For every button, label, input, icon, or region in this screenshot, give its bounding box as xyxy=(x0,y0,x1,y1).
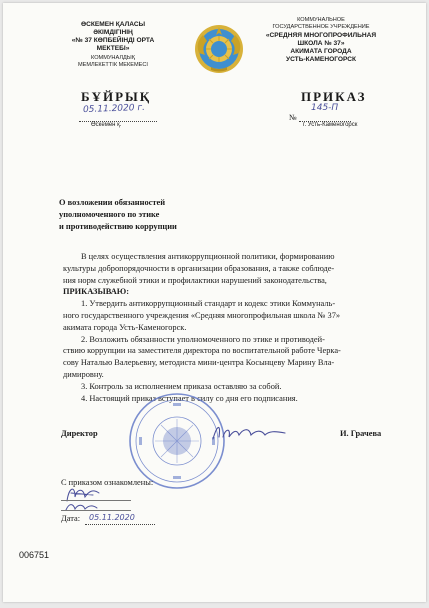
subject-line: О возложении обязанностей xyxy=(59,198,166,207)
body-line: сову Наталью Валерьевну, методиста мини-центра Косынцеву Марину Вла- xyxy=(63,358,335,368)
body-line: 2. Возложить обязанности уполномоченного по этике и противодей- xyxy=(81,334,325,344)
director-signature-icon xyxy=(209,419,289,445)
acknowledgement-signature-icon xyxy=(63,501,99,513)
header-right-small-line: ГОСУДАРСТВЕННОЕ УЧРЕЖДЕНИЕ xyxy=(272,23,370,30)
body-line: 4. Настоящий приказ вступает в силу со дня его подписания. xyxy=(81,393,298,403)
header-right-line: «СРЕДНЯЯ МНОГОПРОФИЛЬНАЯ xyxy=(265,32,377,39)
document-page xyxy=(3,3,426,602)
order-directive: ПРИКАЗЫВАЮ: xyxy=(63,287,130,297)
body-line: акимата города Усть-Каменогорск. xyxy=(63,322,187,332)
header-left-line: МЕКТЕБІ» xyxy=(96,45,130,52)
order-body xyxy=(63,251,373,404)
order-number: 145-П xyxy=(311,103,339,113)
body-line: ного государственного учреждения «Средняя многопрофильная школа № 37» xyxy=(63,310,341,320)
header-left-line: «№ 37 КӨПБЕЙІНДІ ОРТА xyxy=(71,37,155,44)
body-line: ствию коррупции на заместителя директора по воспитательной работе Черка- xyxy=(63,346,341,356)
ack-date-label: Дата: xyxy=(61,514,81,523)
ack-date-line xyxy=(85,524,155,525)
body-line: В целях осуществления антикоррупционной политики, формированию xyxy=(81,252,335,261)
header-right-line: ШКОЛА № 37» xyxy=(297,40,345,47)
header-right-line: АКИМАТА ГОРОДА xyxy=(290,48,352,55)
order-title-kazakh: БҰЙРЫҚ xyxy=(81,89,152,104)
header-left-small-line: КОММУНАЛДЫҚ xyxy=(91,55,135,61)
order-subject xyxy=(59,197,279,233)
header-left xyxy=(61,21,165,69)
header-right-small-line: КОММУНАЛЬНОЕ xyxy=(297,17,345,23)
subject-line: и противодействию коррупции xyxy=(59,222,177,231)
state-emblem-icon xyxy=(193,23,245,75)
subject-line: уполномоченного по этике xyxy=(59,210,160,219)
body-line: 1. Утвердить антикоррупционный стандарт и кодекс этики Коммуналь- xyxy=(81,299,336,309)
header-left-line: ӘКІМДІГІНІҢ xyxy=(93,29,133,36)
acknowledgement-label: С приказом ознакомлены: xyxy=(61,478,154,487)
body-line: ния норм служебной этики и профилактики нарушений законодательства, xyxy=(63,275,327,285)
body-line: димировну. xyxy=(63,369,104,379)
order-title-russian: ПРИКАЗ xyxy=(301,89,367,104)
signature-line xyxy=(61,510,131,511)
number-sign: № xyxy=(289,113,297,122)
header-right-line: УСТЬ-КАМЕНОГОРСК xyxy=(285,56,357,63)
place-kazakh: Өскемен қ. xyxy=(91,122,122,128)
header-left-line: ӨСКЕМЕН ҚАЛАСЫ xyxy=(80,21,146,28)
header-right xyxy=(259,17,383,64)
order-date: 05.11.2020 г. xyxy=(82,102,146,116)
body-line: 3. Контроль за исполнением приказа оставляю за собой. xyxy=(81,381,282,391)
body-line: культуры добропорядочности в организации образования, а также соблюде- xyxy=(63,263,335,273)
director-name: И. Грачева xyxy=(340,429,382,438)
serial-number: 006751 xyxy=(19,550,50,560)
ack-date-value: 05.11.2020 xyxy=(89,513,135,522)
header-left-small-line: МЕМЛЕКЕТТІК МЕКЕМЕСІ xyxy=(77,62,148,68)
place-russian: г. Усть-Каменогорск xyxy=(303,122,358,128)
director-label: Директор xyxy=(61,429,98,438)
